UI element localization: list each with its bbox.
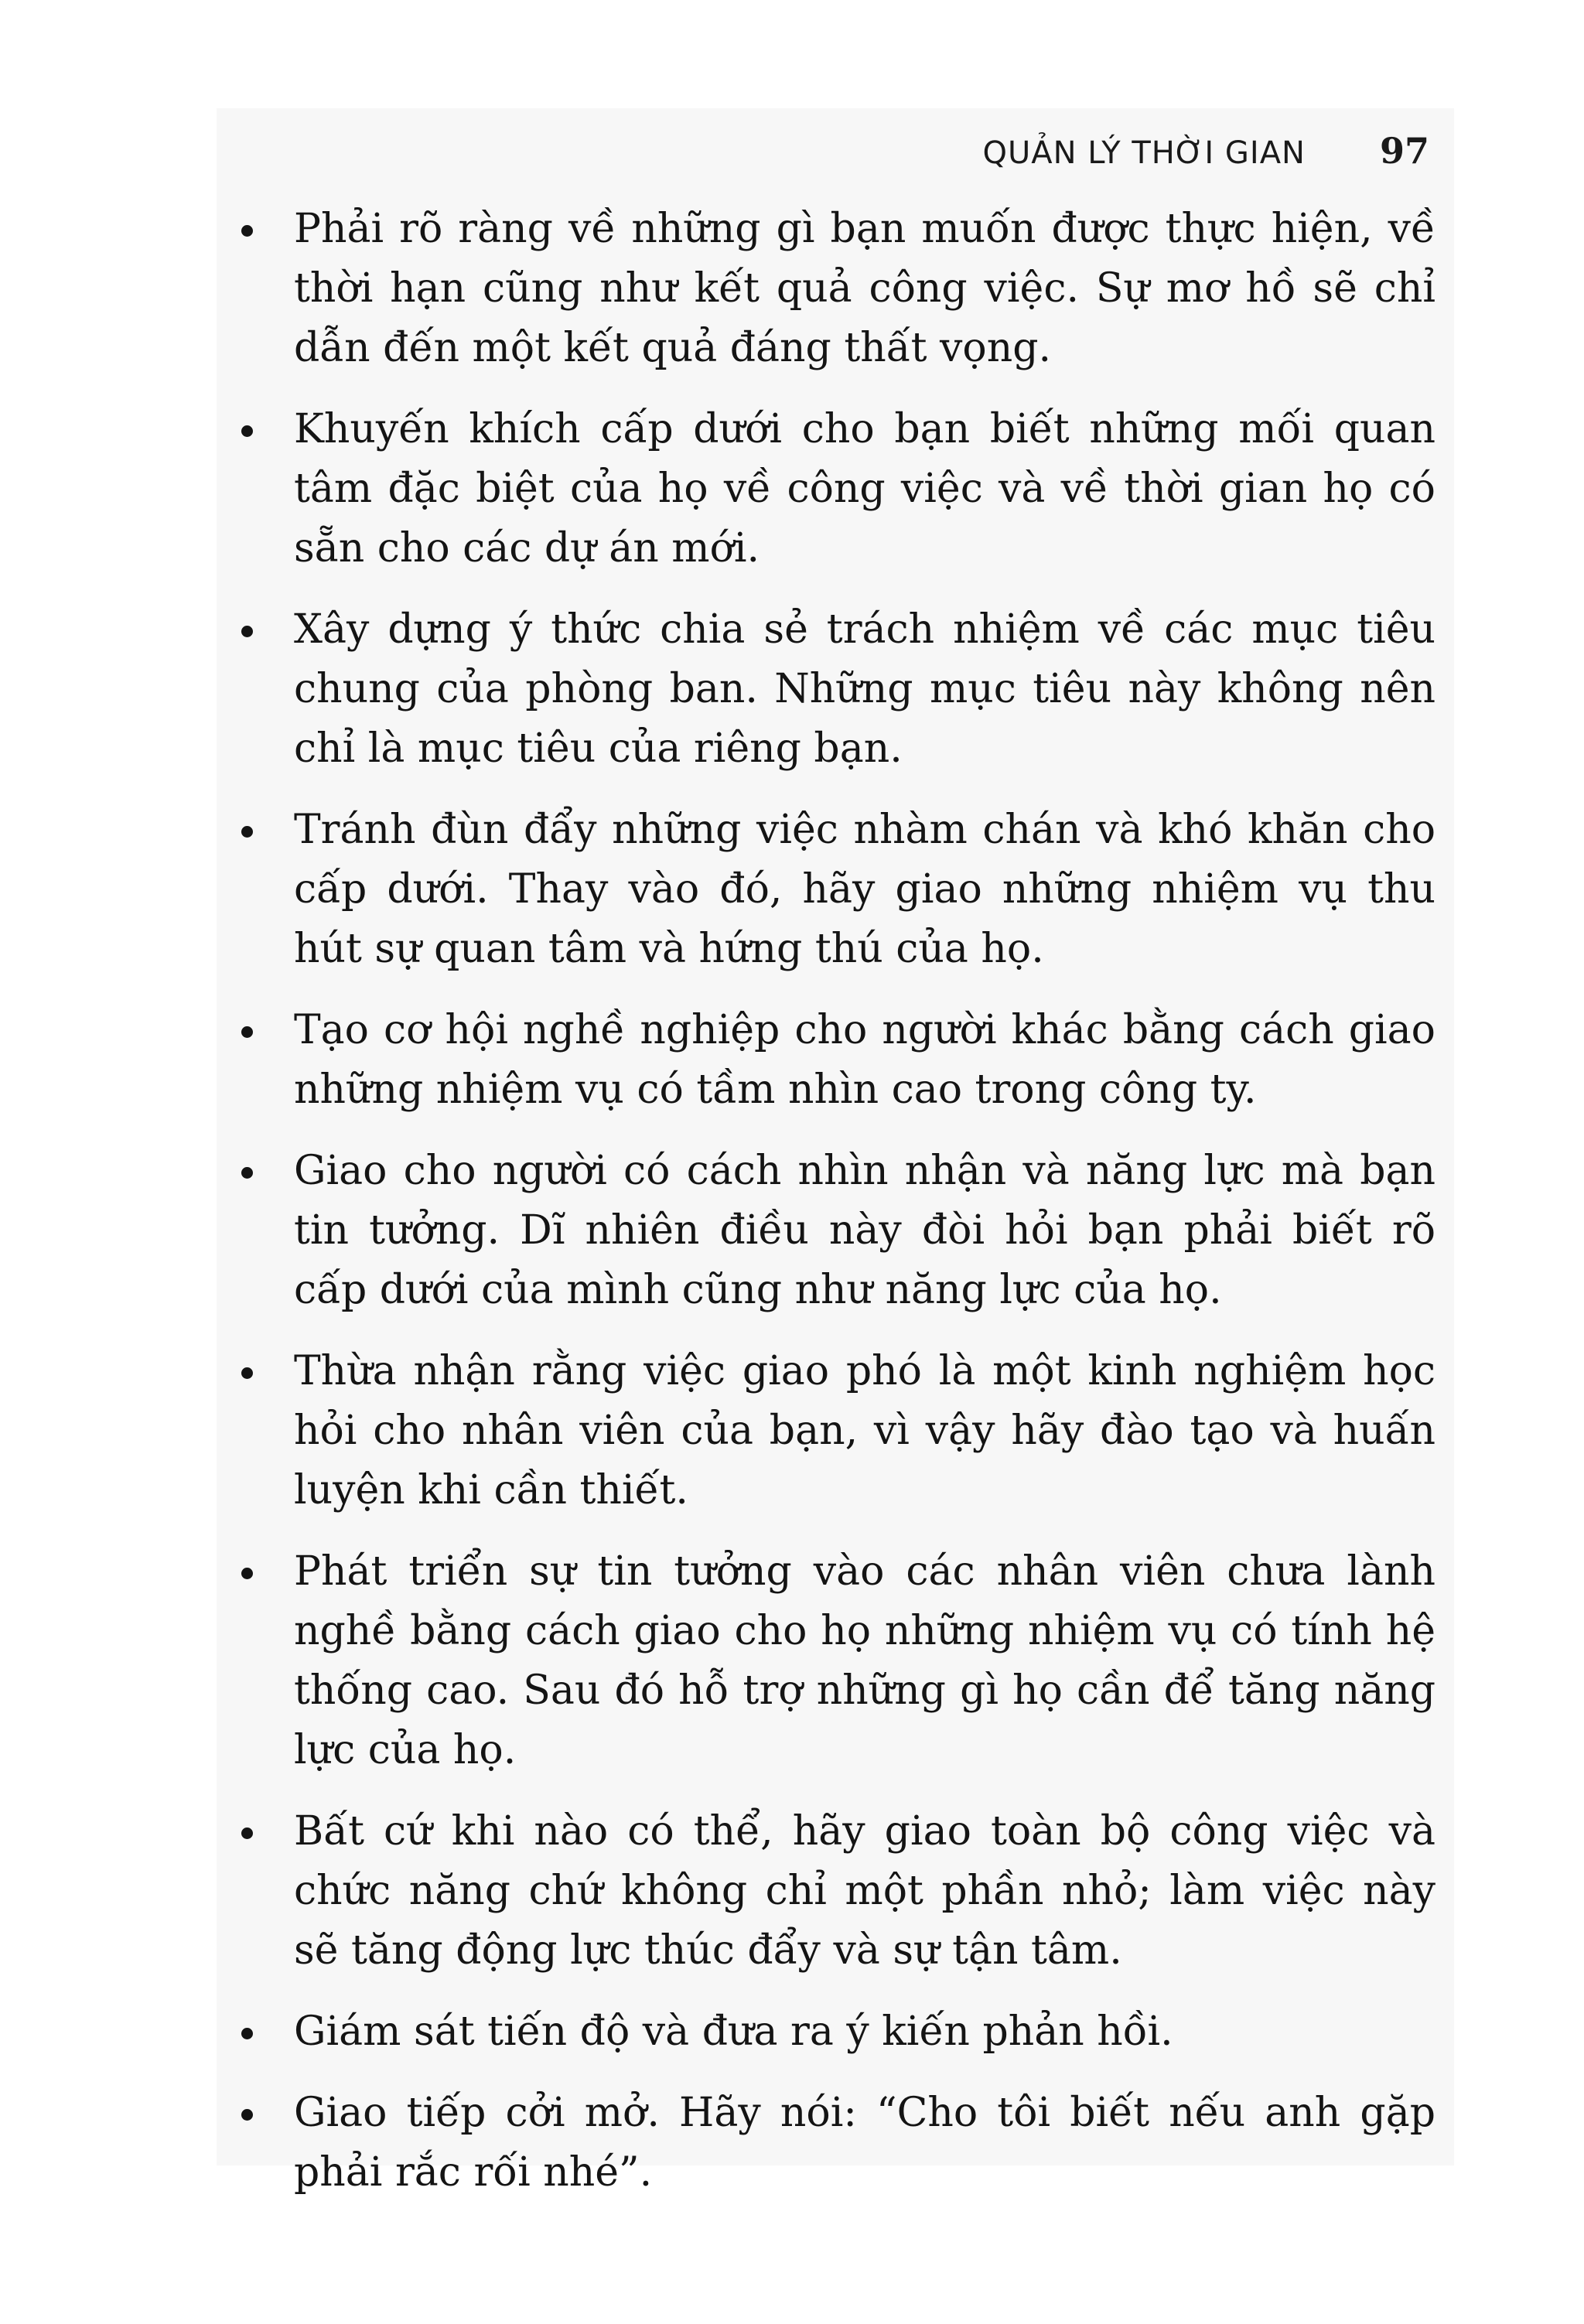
bullet-icon xyxy=(241,1026,253,1038)
bullet-icon xyxy=(241,1167,253,1179)
list-item-text: Phải rõ ràng về những gì bạn muốn được thực hiện, về thời hạn cũng như kết quả công việc. Sự mơ hồ sẽ chỉ dẫn đến một kết quả đáng thất vọng. xyxy=(294,206,1436,371)
list-item-text: Bất cứ khi nào có thể, hãy giao toàn bộ công việc và chức năng chứ không chỉ một phần nhỏ; làm việc này sẽ tăng động lực thúc đẩy và sự tận tâm. xyxy=(294,1808,1436,1974)
list-item-text: Tạo cơ hội nghề nghiệp cho người khác bằng cách giao những nhiệm vụ có tầm nhìn cao trong công ty. xyxy=(294,1007,1436,1113)
list-item xyxy=(237,200,1436,378)
list-item xyxy=(237,1802,1436,1981)
list-item xyxy=(237,800,1436,979)
list-item xyxy=(237,2083,1436,2203)
bullet-icon xyxy=(241,2109,253,2121)
list-item-text: Giao cho người có cách nhìn nhận và năng lực mà bạn tin tưởng. Dĩ nhiên điều này đòi hỏi bạn phải biết rõ cấp dưới của mình cũng như năng lực của họ. xyxy=(294,1148,1436,1313)
bullet-icon xyxy=(241,1367,253,1379)
chapter-title: QUẢN LÝ THỜI GIAN xyxy=(982,135,1306,171)
bullet-icon xyxy=(241,626,253,637)
bullet-icon xyxy=(241,2028,253,2039)
bullet-icon xyxy=(241,1568,253,1579)
bullet-icon xyxy=(241,1827,253,1839)
list-item-text: Tránh đùn đẩy những việc nhàm chán và khó khăn cho cấp dưới. Thay vào đó, hãy giao những nhiệm vụ thu hút sự quan tâm và hứng thú của họ. xyxy=(294,807,1436,972)
list-item-text: Giao tiếp cởi mở. Hãy nói: “Cho tôi biết nếu anh gặp phải rắc rối nhé”. xyxy=(294,2090,1436,2196)
list-item xyxy=(237,400,1436,578)
list-item xyxy=(237,600,1436,779)
page-number: 97 xyxy=(1379,130,1429,172)
list-item-text: Giám sát tiến độ và đưa ra ý kiến phản hồi. xyxy=(294,2008,1173,2055)
list-item xyxy=(237,1542,1436,1780)
bullet-icon xyxy=(241,826,253,838)
running-header xyxy=(982,130,1429,172)
list-item-text: Thừa nhận rằng việc giao phó là một kinh nghiệm học hỏi cho nhân viên của bạn, vì vậy hãy đào tạo và huấn luyện khi cần thiết. xyxy=(294,1348,1436,1514)
list-item xyxy=(237,1342,1436,1520)
list-item xyxy=(237,1001,1436,1120)
list-item-text: Phát triển sự tin tưởng vào các nhân viên chưa lành nghề bằng cách giao cho họ những nhiệm vụ có tính hệ thống cao. Sau đó hỗ trợ những gì họ cần để tăng năng lực của họ. xyxy=(294,1548,1436,1773)
list-item-text: Khuyến khích cấp dưới cho bạn biết những mối quan tâm đặc biệt của họ về công việc và về thời gian họ có sẵn cho các dự án mới. xyxy=(294,406,1436,572)
bullet-icon xyxy=(241,225,253,237)
list-item-text: Xây dựng ý thức chia sẻ trách nhiệm về các mục tiêu chung của phòng ban. Những mục tiêu này không nên chỉ là mục tiêu của riêng bạn. xyxy=(294,606,1436,772)
bullet-icon xyxy=(241,425,253,437)
list-item xyxy=(237,2002,1436,2062)
list-item xyxy=(237,1142,1436,1320)
bullet-list xyxy=(237,200,1436,2224)
